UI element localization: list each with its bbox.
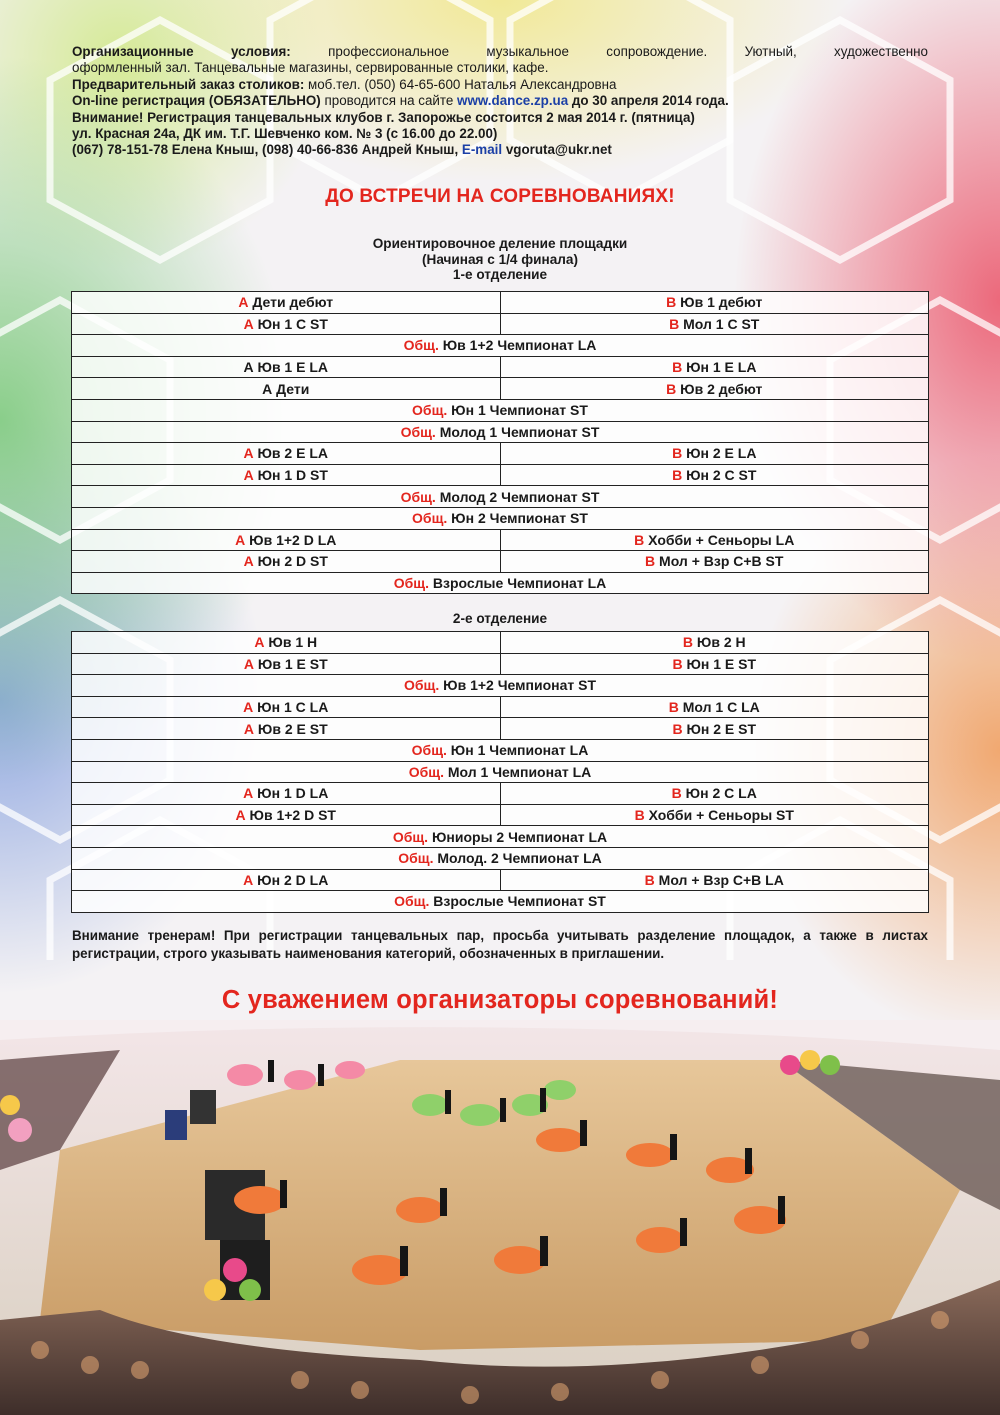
floor-b-category: Мол 1 С LA (678, 699, 760, 716)
schedule-row (72, 551, 929, 573)
org-text-continued: оформленный зал. Танцевальные магазины, сервированные столики, кафе. (72, 60, 549, 76)
combined-category: Юн 1 Чемпионат LA (446, 742, 589, 759)
combined-mark: Общ. (404, 677, 440, 694)
floor-b-cell (500, 378, 929, 400)
combined-mark: Общ. (398, 850, 434, 867)
floor-a-category: Юн 1 D LA (253, 785, 329, 802)
online-deadline: до 30 апреля 2014 года. (568, 93, 729, 109)
combined-category: Юн 1 Чемпионат ST (447, 402, 588, 419)
schedule-subtitle: (Начиная с 1/4 финала) (421, 251, 579, 267)
floor-b-category: Юв 2 дебют (676, 380, 763, 397)
floor-a-cell (72, 529, 501, 551)
floor-b-cell (500, 529, 929, 551)
combined-category: Молод 1 Чемпионат ST (435, 423, 600, 440)
floor-a-mark: А (243, 699, 254, 716)
combined-category: Взрослые Чемпионат ST (429, 893, 606, 910)
floor-b-category: Юн 1 Е ST (682, 655, 757, 672)
floor-a-category: Юн 1 D ST (253, 467, 328, 484)
floor-b-mark: В (682, 634, 693, 651)
floor-a-category: Юн 2 D ST (253, 553, 328, 570)
floor-a-category: Юв 1+2 D ST (245, 807, 336, 824)
floor-a-category: Юв 2 Е ST (254, 720, 328, 737)
combined-category: Мол 1 Чемпионат LA (443, 763, 592, 780)
floor-b-mark: В (671, 785, 682, 802)
floor-b-cell (500, 869, 929, 891)
floor-b-category: Юв 2 Н (693, 634, 746, 651)
combined-category: Молод. 2 Чемпионат LA (433, 850, 602, 867)
combined-category: Юниоры 2 Чемпионат LA (428, 828, 608, 845)
floor-b-mark: В (672, 467, 683, 484)
floor-a-category: Юв 1 Е ST (254, 655, 328, 672)
floor-b-mark: В (634, 807, 645, 824)
email-label: E-mail (461, 142, 503, 158)
floor-a-category: Юн 1 С ST (253, 315, 328, 332)
schedule-row (72, 869, 929, 891)
combined-mark: Общ. (411, 742, 447, 759)
schedule-heading (0, 236, 1000, 283)
tables-label: Предварительный заказ столиков: (72, 76, 305, 92)
floor-a-cell (72, 443, 501, 465)
floor-b-category: Юн 1 Е LA (682, 359, 757, 376)
section2-title: 2-е отделение (452, 611, 548, 626)
website-link[interactable]: www.dance.zp.ua (457, 93, 569, 109)
floor-b-cell (500, 804, 929, 826)
floor-a-cell (72, 378, 501, 400)
combined-cell (72, 675, 929, 697)
floor-a-category: Юв 1+2 D LA (245, 531, 337, 548)
combined-category: Юв 1+2 Чемпионат ST (439, 677, 596, 694)
floor-b-cell (500, 718, 929, 740)
schedule-row (72, 675, 929, 697)
floor-a-mark: А (243, 871, 254, 888)
schedule-row (72, 313, 929, 335)
floor-b-mark: В (672, 655, 683, 672)
floor-a-mark: А (235, 531, 246, 548)
combined-mark: Общ. (412, 402, 448, 419)
combined-cell (72, 847, 929, 869)
floor-a-cell (72, 551, 501, 573)
combined-category: Взрослые Чемпионат LA (429, 575, 607, 592)
floor-b-mark: В (644, 871, 655, 888)
floor-a-category: А Дети (262, 380, 310, 397)
floor-a-cell (72, 632, 501, 654)
closing-heading: С уважением организаторы соревнований! (221, 986, 779, 1014)
floor-b-mark: В (634, 531, 645, 548)
floor-a-category: Юв 2 Е LA (253, 445, 328, 462)
combined-cell (72, 826, 929, 848)
schedule-row (72, 464, 929, 486)
schedule-row (72, 632, 929, 654)
floor-b-cell (500, 464, 929, 486)
floor-b-category: Юв 1 дебют (676, 294, 763, 311)
floor-b-category: Юн 2 С ST (682, 467, 757, 484)
combined-mark: Общ. (400, 423, 436, 440)
floor-a-mark: А (243, 467, 254, 484)
floor-a-mark: А (254, 634, 265, 651)
floor-a-mark: А (238, 294, 249, 311)
floor-b-category: Мол + Взр С+В ST (655, 553, 784, 570)
floor-b-cell (500, 696, 929, 718)
schedule-row (72, 739, 929, 761)
section1-title: 1-е отделение (452, 267, 548, 282)
combined-mark: Общ. (412, 510, 448, 527)
combined-mark: Общ. (408, 763, 444, 780)
org-text: профессиональное музыкальное сопровождение. Уютный, художественно (290, 44, 928, 59)
email-link[interactable]: vgoruta@ukr.net (502, 142, 612, 158)
online-text: проводится на сайте (320, 93, 458, 109)
floor-a-category: Юн 1 С LA (253, 699, 329, 716)
schedule-row (72, 653, 929, 675)
floor-a-cell (72, 464, 501, 486)
floor-b-mark: В (668, 699, 679, 716)
tables-text: моб.тел. (050) 64-65-600 Наталья Александровна (304, 76, 617, 92)
combined-cell (72, 399, 929, 421)
schedule-table-section2 (71, 631, 929, 913)
floor-a-cell (72, 783, 501, 805)
floor-a-cell (72, 292, 501, 314)
combined-cell (72, 507, 929, 529)
floor-a-cell (72, 718, 501, 740)
address-text: ул. Красная 24а, ДК им. Т.Г. Шевченко ком. № 3 (с 16.00 до 22.00) (72, 126, 498, 142)
floor-b-mark: В (672, 720, 683, 737)
schedule-row (72, 696, 929, 718)
slogan-heading: ДО ВСТРЕЧИ НА СОРЕВНОВАНИЯХ! (325, 186, 675, 207)
floor-a-mark: А (243, 785, 254, 802)
schedule-row (72, 443, 929, 465)
combined-mark: Общ. (394, 893, 430, 910)
online-label: On-line регистрация (ОБЯЗАТЕЛЬНО) (72, 93, 321, 109)
coaches-notice: Внимание тренерам! При регистрации танцевальных пар, просьба учитывать разделение площадок, а также в листах регистрации, строго указывать наименования категорий, обозначенных в приглашении. (72, 928, 928, 961)
floor-a-mark: А (243, 720, 254, 737)
floor-a-mark: А (235, 807, 246, 824)
floor-a-category: Юв 1 Н (264, 634, 318, 651)
schedule-row (72, 847, 929, 869)
floor-b-cell (500, 783, 929, 805)
combined-category: Юн 2 Чемпионат ST (447, 510, 588, 527)
floor-b-mark: В (666, 294, 677, 311)
schedule-row (72, 804, 929, 826)
floor-a-category: Юн 2 D LA (253, 871, 329, 888)
floor-b-category: Мол 1 С ST (679, 315, 760, 332)
floor-a-category: Дети дебют (248, 294, 334, 311)
floor-b-cell (500, 292, 929, 314)
schedule-row (72, 507, 929, 529)
floor-a-cell (72, 869, 501, 891)
floor-a-mark: А (243, 655, 254, 672)
schedule-title: Ориентировочное деление площадки (372, 236, 628, 251)
floor-b-category: Юн 2 С LA (681, 785, 757, 802)
schedule-row (72, 486, 929, 508)
floor-b-cell (500, 443, 929, 465)
floor-a-mark: А (243, 445, 254, 462)
floor-b-mark: В (672, 359, 683, 376)
floor-a-cell (72, 696, 501, 718)
contacts-text: (067) 78-151-78 Елена Кныш, (098) 40-66-836 Андрей Кныш, (72, 142, 462, 158)
organizational-info (72, 44, 928, 159)
ballroom-competition-photo (0, 1020, 1000, 1415)
schedule-row (72, 335, 929, 357)
floor-b-cell (500, 551, 929, 573)
floor-b-category: Хобби + Сеньоры ST (644, 807, 794, 824)
floor-a-mark: А (243, 553, 254, 570)
floor-b-mark: В (666, 380, 677, 397)
floor-b-mark: В (672, 445, 683, 462)
schedule-row (72, 421, 929, 443)
floor-b-cell (500, 653, 929, 675)
floor-b-mark: В (645, 553, 656, 570)
combined-cell (72, 421, 929, 443)
floor-a-cell (72, 356, 501, 378)
combined-category: Молод 2 Чемпионат ST (435, 488, 600, 505)
floor-a-cell (72, 804, 501, 826)
org-label: Организационные условия: (72, 44, 291, 59)
floor-a-cell (72, 313, 501, 335)
combined-mark: Общ. (393, 575, 429, 592)
floor-b-cell (500, 356, 929, 378)
combined-cell (72, 486, 929, 508)
schedule-row (72, 356, 929, 378)
schedule-row (72, 572, 929, 594)
combined-cell (72, 761, 929, 783)
combined-mark: Общ. (400, 488, 436, 505)
combined-cell (72, 572, 929, 594)
combined-cell (72, 335, 929, 357)
schedule-row (72, 826, 929, 848)
schedule-row (72, 783, 929, 805)
schedule-table-section1 (71, 291, 929, 594)
floor-a-cell (72, 653, 501, 675)
combined-cell (72, 739, 929, 761)
attention-text: Внимание! Регистрация танцевальных клубов г. Запорожье состоится 2 мая 2014 г. (пятница) (72, 109, 695, 125)
schedule-row (72, 718, 929, 740)
schedule-row (72, 761, 929, 783)
schedule-row (72, 891, 929, 913)
floor-a-mark: А (243, 315, 254, 332)
combined-mark: Общ. (392, 828, 429, 845)
floor-b-cell (500, 632, 929, 654)
schedule-row (72, 378, 929, 400)
floor-b-cell (500, 313, 929, 335)
schedule-row (72, 292, 929, 314)
floor-a-category: А Юв 1 Е LA (243, 359, 328, 376)
combined-cell (72, 891, 929, 913)
schedule-row (72, 399, 929, 421)
combined-mark: Общ. (403, 337, 439, 354)
schedule-row (72, 529, 929, 551)
combined-category: Юв 1+2 Чемпионат LA (438, 337, 597, 354)
floor-b-category: Юн 2 Е LA (682, 445, 757, 462)
floor-b-category: Хобби + Сеньоры LA (644, 531, 795, 548)
floor-b-category: Мол + Взр С+В LA (654, 871, 784, 888)
floor-b-category: Юн 2 Е ST (682, 720, 757, 737)
floor-b-mark: В (669, 315, 680, 332)
